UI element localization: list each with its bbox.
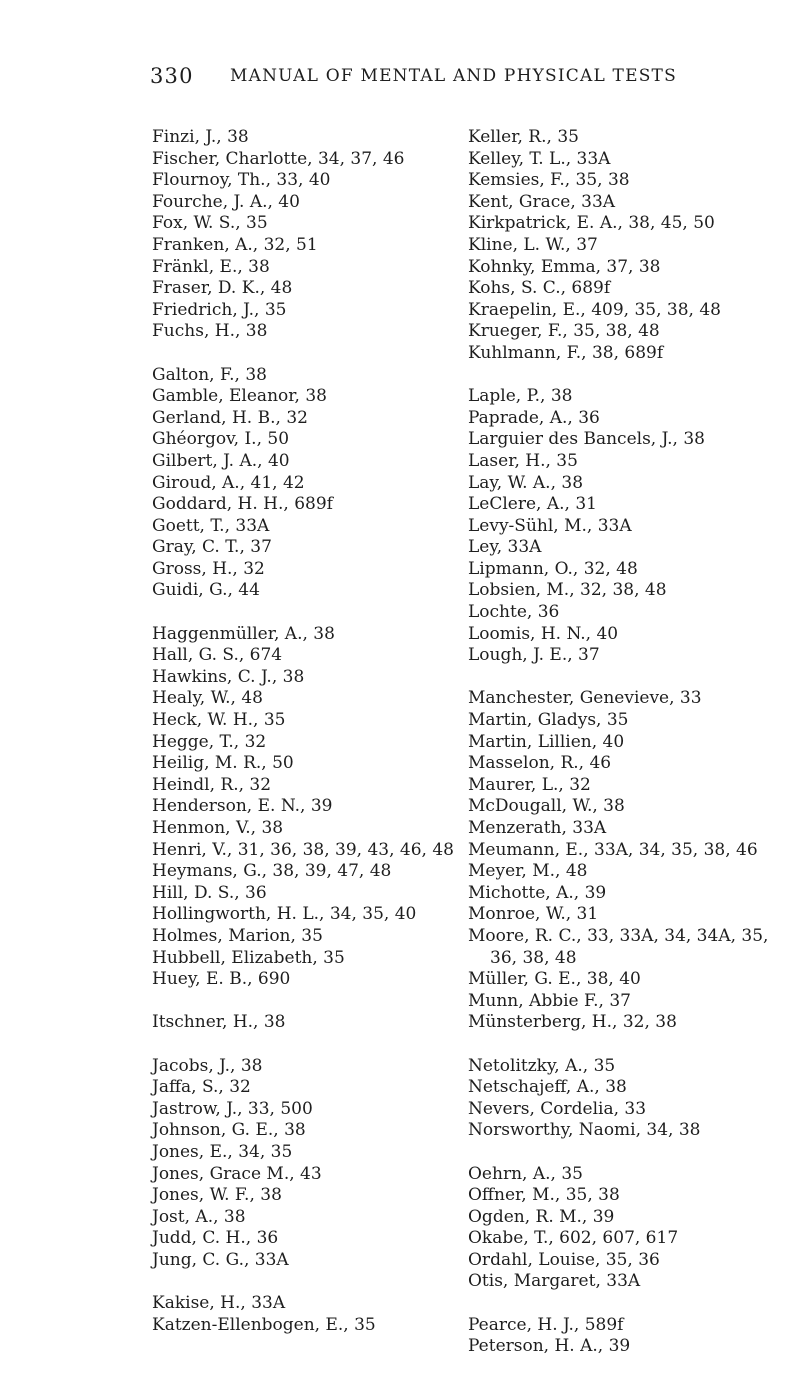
index-entry: Michotte, A., 39 <box>468 882 607 903</box>
index-entry: Lay, W. A., 38 <box>468 472 584 493</box>
index-entry: Ghéorgov, I., 50 <box>152 429 290 450</box>
index-entry: Hollingworth, H. L., 34, 35, 40 <box>152 904 417 925</box>
index-entry: Meyer, M., 48 <box>468 861 588 882</box>
index-entry: Galton, F., 38 <box>152 364 267 385</box>
index-entry: LeClere, A., 31 <box>468 494 597 515</box>
index-entry: Kent, Grace, 33A <box>468 191 616 212</box>
index-entry: Lipmann, O., 32, 48 <box>468 558 638 579</box>
index-entry: Henri, V., 31, 36, 38, 39, 43, 46, 48 <box>152 839 454 860</box>
index-entry: Meumann, E., 33A, 34, 35, 38, 46 <box>468 839 758 860</box>
index-group <box>152 1056 452 1272</box>
index-entry: 36, 38, 48 <box>490 947 577 968</box>
index-column-left <box>152 127 452 1358</box>
index-entry: Maurer, L., 32 <box>468 774 591 795</box>
index-entry: Kohnky, Emma, 37, 38 <box>468 256 661 277</box>
index-group <box>152 127 452 343</box>
page-number: 330 <box>150 64 194 88</box>
index-entry: Oehrn, A., 35 <box>468 1163 583 1184</box>
index-entry: Jaffa, S., 32 <box>152 1077 251 1098</box>
index-group <box>152 365 452 603</box>
index-entry: Henderson, E. N., 39 <box>152 796 333 817</box>
index-entry: Heindl, R., 32 <box>152 774 272 795</box>
index-group <box>468 688 798 1034</box>
index-entry: Offner, M., 35, 38 <box>468 1185 620 1206</box>
index-entry: Ogden, R. M., 39 <box>468 1206 615 1227</box>
index-entry: Okabe, T., 602, 607, 617 <box>468 1228 679 1249</box>
index-entry: Finzi, J., 38 <box>152 127 249 147</box>
index-entry: Fuchs, H., 38 <box>152 321 268 342</box>
index-entry: Münsterberg, H., 32, 38 <box>468 1012 677 1033</box>
index-entry: Martin, Gladys, 35 <box>468 710 629 731</box>
running-head: MANUAL OF MENTAL AND PHYSICAL TESTS <box>230 66 677 86</box>
index-entry: Goddard, H. H., 689f <box>152 494 333 515</box>
index-entry: Jung, C. G., 33A <box>152 1249 289 1270</box>
index-group <box>468 386 798 667</box>
index-entry: Krueger, F., 35, 38, 48 <box>468 321 660 342</box>
index-entry: Holmes, Marion, 35 <box>152 925 323 946</box>
index-entry: Gilbert, J. A., 40 <box>152 450 290 471</box>
index-entry: Levy-Sühl, M., 33A <box>468 515 632 536</box>
index-entry: Heymans, G., 38, 39, 47, 48 <box>152 861 392 882</box>
index-entry: Martin, Lillien, 40 <box>468 731 625 752</box>
index-entry: Laser, H., 35 <box>468 450 578 471</box>
index-group <box>468 1315 798 1358</box>
index-group <box>152 624 452 991</box>
index-entry: Gray, C. T., 37 <box>152 537 272 558</box>
index-entry: Ordahl, Louise, 35, 36 <box>468 1249 660 1270</box>
index-entry: Laple, P., 38 <box>468 386 573 407</box>
index-entry: Guidi, G., 44 <box>152 580 260 601</box>
index-entry: Hill, D. S., 36 <box>152 882 267 903</box>
index-entry: Hubbell, Elizabeth, 35 <box>152 947 345 968</box>
index-entry: Manchester, Genevieve, 33 <box>468 688 702 709</box>
index-entry: Paprade, A., 36 <box>468 407 600 428</box>
index-entry: Jacobs, J., 38 <box>152 1055 263 1076</box>
index-entry: Lochte, 36 <box>468 602 560 623</box>
index-entry: Loomis, H. N., 40 <box>468 623 619 644</box>
index-entry: Kuhlmann, F., 38, 689f <box>468 342 664 363</box>
index-entry: Franken, A., 32, 51 <box>152 234 318 255</box>
index-entry: Flournoy, Th., 33, 40 <box>152 170 331 191</box>
page-header <box>150 58 790 94</box>
index-entry: Hawkins, C. J., 38 <box>152 666 305 687</box>
index-entry: Norsworthy, Naomi, 34, 38 <box>468 1120 701 1141</box>
index-entry: Gross, H., 32 <box>152 558 265 579</box>
index-entry: Fränkl, E., 38 <box>152 256 270 277</box>
index-entry: Nevers, Cordelia, 33 <box>468 1098 647 1119</box>
index-entry: Netolitzky, A., 35 <box>468 1055 616 1076</box>
index-entry: Kline, L. W., 37 <box>468 234 598 255</box>
index-entry: Johnson, G. E., 38 <box>152 1120 306 1141</box>
index-group <box>152 1293 452 1336</box>
index-entry: Moore, R. C., 33, 33A, 34, 34A, 35, <box>468 925 769 946</box>
index-entry: Ley, 33A <box>468 537 542 558</box>
index-entry: Netschajeff, A., 38 <box>468 1077 627 1098</box>
index-entry: Peterson, H. A., 39 <box>468 1336 631 1357</box>
index-entry: Jones, E., 34, 35 <box>152 1141 293 1162</box>
index-entry: Friedrich, J., 35 <box>152 299 287 320</box>
index-entry: Fox, W. S., 35 <box>152 213 268 234</box>
index-group <box>468 1164 798 1294</box>
index-entry: Müller, G. E., 38, 40 <box>468 969 641 990</box>
index-entry: Menzerath, 33A <box>468 818 607 838</box>
index-entry: Jost, A., 38 <box>152 1206 246 1227</box>
index-entry: Otis, Margaret, 33A <box>468 1271 641 1292</box>
index-entry: Haggenmüller, A., 38 <box>152 623 335 644</box>
index-entry: Heilig, M. R., 50 <box>152 753 294 774</box>
index-entry: Hegge, T., 32 <box>152 731 267 752</box>
index-entry: Fraser, D. K., 48 <box>152 278 293 299</box>
index-entry: Huey, E. B., 690 <box>152 969 291 990</box>
index-entry: Munn, Abbie F., 37 <box>468 990 631 1011</box>
index-entry: Kakise, H., 33A <box>152 1293 286 1314</box>
index-entry: Gerland, H. B., 32 <box>152 407 308 428</box>
index-entry: Giroud, A., 41, 42 <box>152 472 305 493</box>
index-entry: Kraepelin, E., 409, 35, 38, 48 <box>468 299 721 320</box>
index-entry: Judd, C. H., 36 <box>152 1228 279 1249</box>
index-entry: Heck, W. H., 35 <box>152 710 286 731</box>
index-entry: Kohs, S. C., 689f <box>468 278 611 299</box>
index-entry: Larguier des Bancels, J., 38 <box>468 429 705 450</box>
index-entry: Hall, G. S., 674 <box>152 645 283 666</box>
index-entry: Kirkpatrick, E. A., 38, 45, 50 <box>468 213 715 234</box>
index-entry: Itschner, H., 38 <box>152 1012 286 1033</box>
index-entry: Jastrow, J., 33, 500 <box>152 1098 313 1119</box>
index-entry: McDougall, W., 38 <box>468 796 625 817</box>
index-entry: Jones, W. F., 38 <box>152 1185 282 1206</box>
index-entry: Kemsies, F., 35, 38 <box>468 170 630 191</box>
index-entry: Gamble, Eleanor, 38 <box>152 386 327 407</box>
index-entry: Goett, T., 33A <box>152 515 270 536</box>
index-group <box>468 1056 798 1142</box>
index-group <box>468 127 798 365</box>
index-entry: Kelley, T. L., 33A <box>468 148 611 169</box>
index-entry: Monroe, W., 31 <box>468 904 599 925</box>
index-entry: Henmon, V., 38 <box>152 818 284 838</box>
index-entry: Fischer, Charlotte, 34, 37, 46 <box>152 148 405 169</box>
index-entry: Keller, R., 35 <box>468 127 579 147</box>
index-group <box>152 1012 452 1034</box>
index-entry: Lough, J. E., 37 <box>468 645 600 666</box>
index-column-right <box>468 127 798 1379</box>
index-entry: Jones, Grace M., 43 <box>152 1163 322 1184</box>
index-entry: Masselon, R., 46 <box>468 753 612 774</box>
index-entry: Pearce, H. J., 589f <box>468 1314 624 1335</box>
index-entry: Healy, W., 48 <box>152 688 263 709</box>
index-entry: Katzen-Ellenbogen, E., 35 <box>152 1314 376 1335</box>
index-entry: Fourche, J. A., 40 <box>152 191 300 212</box>
index-entry: Lobsien, M., 32, 38, 48 <box>468 580 667 601</box>
